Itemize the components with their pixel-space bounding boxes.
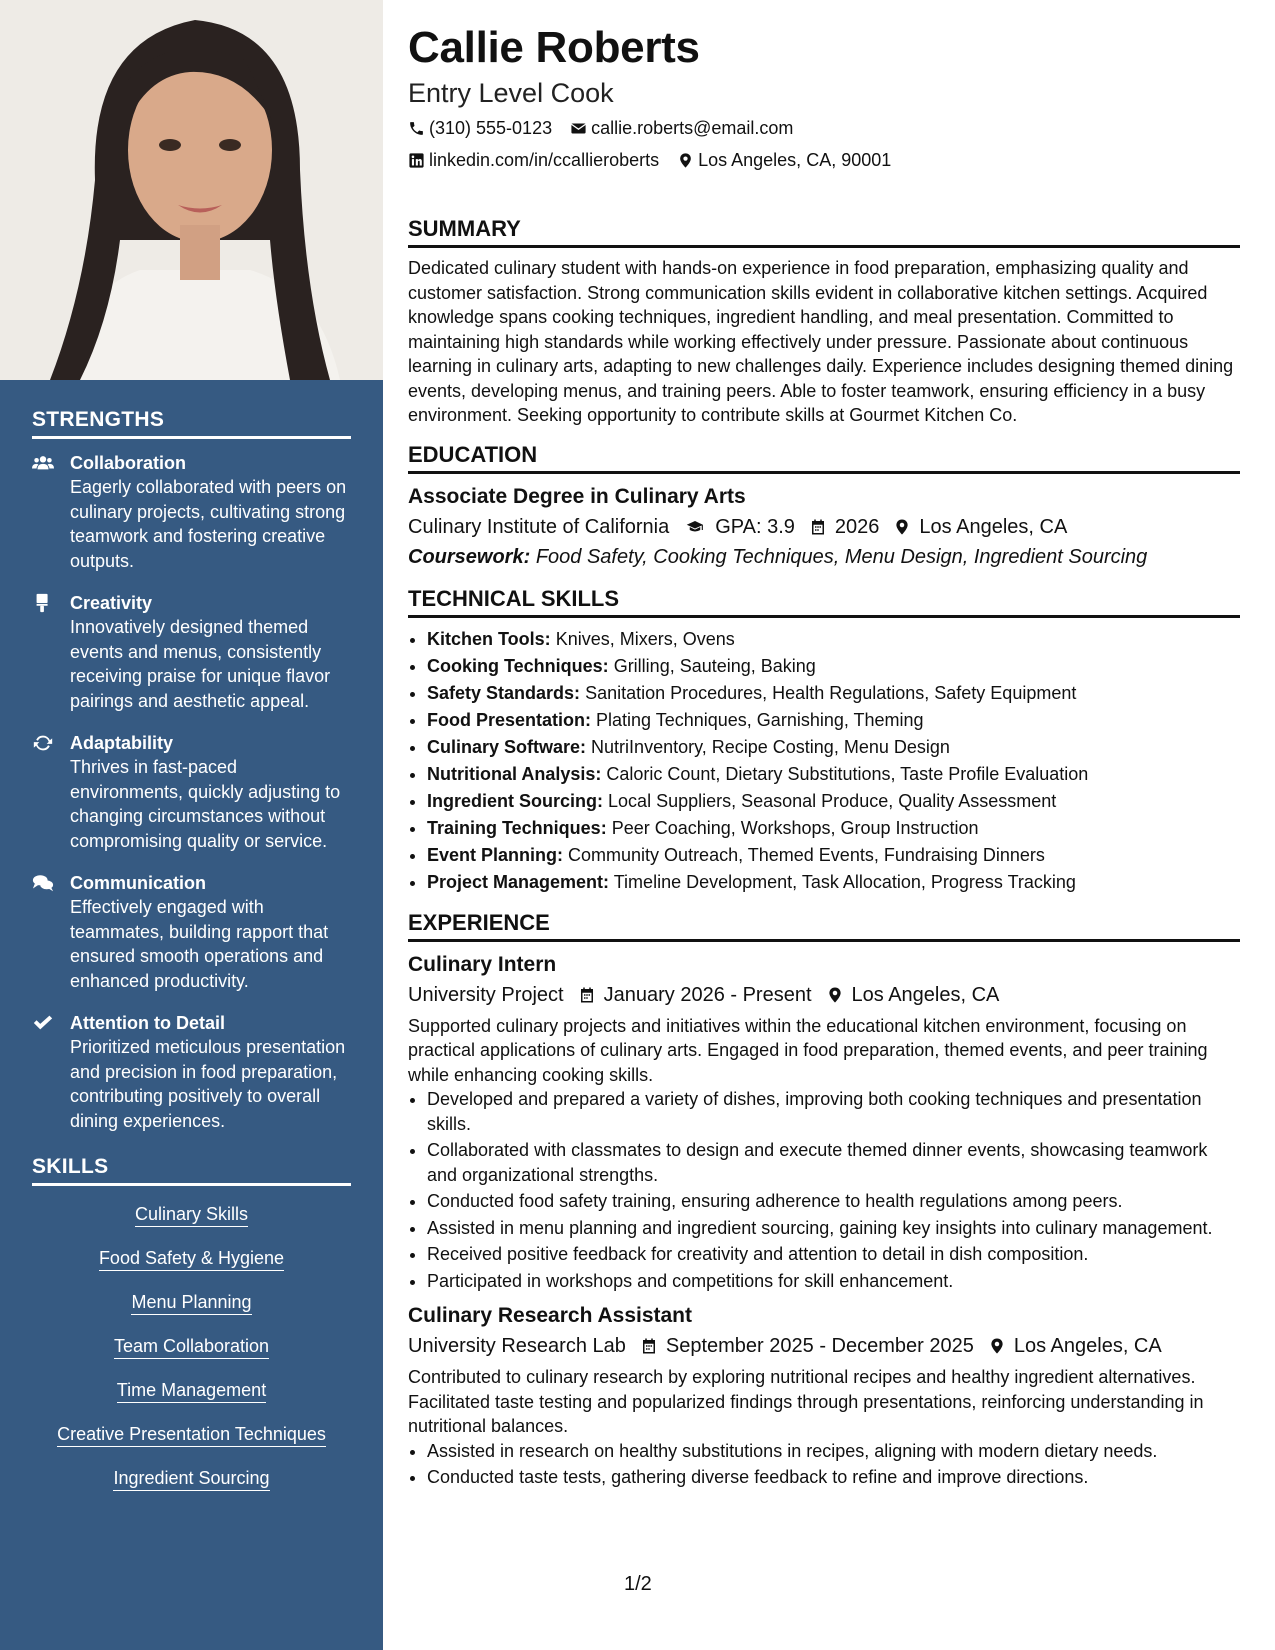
summary-text: Dedicated culinary student with hands-on experience in food preparation, emphasizing quality and customer satisfaction. Strong communication skills evident in collaborative kitchen settings. Acquired knowledge spans cooking techniques, ingredient handling, and meal presentation. Committed to maintaining high standards while working effectively under pressure. Passionate about continuous learning in culinary arts, adapting to new challenges daily. Experience includes designing themed dining events, developing menus, and training peers. Able to foster teamwork, ensuring efficiency in a busy environment. Seeking opportunity to contribute skills at Gourmet Kitchen Co. (408, 258, 1234, 425)
strength-title: Communication (70, 873, 207, 893)
education-heading: EDUCATION (408, 442, 1240, 474)
envelope-icon (570, 120, 587, 137)
summary-heading: SUMMARY (408, 216, 1240, 248)
skill-list (32, 1198, 351, 1510)
strength-title: Attention to Detail (70, 1013, 225, 1033)
strength-desc: Prioritized meticulous presentation and precision in food preparation, contributing positively to overall dining experiences. (70, 1037, 346, 1131)
list-item: • Safety Standards: Sanitation Procedures, Health Regulations, Safety Equipment (427, 680, 1240, 707)
strength-item (32, 591, 351, 713)
location-text: Los Angeles, CA, 90001 (698, 150, 892, 170)
job-entry (408, 950, 1240, 1294)
job-summary: Contributed to culinary research by exploring nutritional recipes and healthy ingredient alternatives. Facilitated taste testing and popularized findings through presentations, reinforcing understanding in nutritional balances. (408, 1367, 1204, 1436)
job-summary: Supported culinary projects and initiatives within the educational kitchen environment, focusing on practical applications of culinary arts. Engaged in food preparation, themed events, and peer training while enhancing cooking skills. (408, 1015, 1208, 1085)
list-item: • Cooking Techniques: Grilling, Sauteing, Baking (427, 653, 1240, 680)
job-bullets (408, 1439, 1240, 1490)
job-bullets (408, 1087, 1240, 1293)
list-item: • Participated in workshops and competitions for skill enhancement. (427, 1269, 1240, 1294)
list-item: • Assisted in menu planning and ingredient sourcing, gaining key insights into culinary management. (427, 1216, 1240, 1241)
map-marker-icon (988, 1337, 1006, 1355)
technical-skills-section (408, 586, 1240, 896)
job-location: Los Angeles, CA (851, 983, 1000, 1006)
coursework-label: Coursework: (408, 545, 531, 568)
candidate-role: Entry Level Cook (408, 78, 614, 108)
phone-icon (408, 120, 425, 137)
strength-desc: Innovatively designed themed events and menus, consistently receiving praise for unique flavor pairings and aesthetic appeal. (70, 617, 331, 711)
map-marker-icon (893, 518, 911, 536)
list-item: • Training Techniques: Peer Coaching, Workshops, Group Instruction (427, 815, 1240, 842)
linkedin-link[interactable]: linkedin.com/in/ccallieroberts (429, 150, 660, 170)
degree-title: Associate Degree in Culinary Arts (408, 484, 746, 508)
job-org: University Project (408, 983, 564, 1006)
map-marker-icon (826, 986, 844, 1004)
chat-icon (32, 871, 70, 993)
skill-item: Culinary Skills (135, 1202, 248, 1227)
users-icon (32, 451, 70, 573)
strength-item (32, 731, 351, 853)
experience-heading: EXPERIENCE (408, 910, 1240, 942)
list-item: • Developed and prepared a variety of dishes, improving both cooking techniques and presentation skills. (427, 1087, 1240, 1136)
coursework (408, 542, 1240, 572)
job-title: Culinary Intern (408, 952, 557, 976)
list-item: • Project Management: Timeline Development, Task Allocation, Progress Tracking (427, 869, 1240, 896)
job-entry (408, 1301, 1240, 1490)
job-org: University Research Lab (408, 1335, 626, 1357)
list-item: • Assisted in research on healthy substitutions in recipes, aligning with modern dietary needs. (427, 1439, 1240, 1464)
list-item: • Conducted food safety training, ensuring adherence to health regulations among peers. (427, 1189, 1240, 1214)
main-content (408, 20, 1240, 1492)
job-meta (408, 1331, 1240, 1361)
map-marker-icon (677, 152, 694, 169)
phone-text: (310) 555-0123 (429, 118, 553, 138)
candidate-name: Callie Roberts (408, 23, 700, 72)
strengths-heading: STRENGTHS (32, 408, 351, 439)
sync-icon (32, 731, 70, 853)
education-section (408, 442, 1240, 572)
paint-brush-icon (32, 591, 70, 713)
school-name: Culinary Institute of California (408, 515, 670, 538)
list-item: • Received positive feedback for creativity and attention to detail in dish composition. (427, 1242, 1240, 1267)
coursework-list: Food Safety, Cooking Techniques, Menu Design, Ingredient Sourcing (535, 545, 1148, 568)
skill-item: Menu Planning (131, 1290, 251, 1315)
summary-section (408, 216, 1240, 428)
graduation-year: 2026 (834, 515, 880, 538)
graduation-cap-icon (683, 518, 707, 536)
skill-item: Time Management (117, 1378, 266, 1403)
strength-item (32, 871, 351, 993)
check-icon (32, 1011, 70, 1133)
strength-desc: Effectively engaged with teammates, building rapport that ensured smooth operations and enhanced productivity. (70, 897, 329, 991)
calendar-icon (809, 518, 827, 536)
list-item: • Collaborated with classmates to design and execute themed dinner events, showcasing teamwork and organizational strengths. (427, 1138, 1240, 1187)
skill-item: Ingredient Sourcing (113, 1466, 269, 1491)
list-item: • Kitchen Tools: Knives, Mixers, Ovens (427, 626, 1240, 653)
strength-title: Adaptability (70, 733, 174, 753)
contact-row (408, 112, 1240, 144)
skill-item: Team Collaboration (114, 1334, 269, 1359)
technical-skills-heading: TECHNICAL SKILLS (408, 586, 1240, 618)
education-location: Los Angeles, CA (919, 515, 1068, 538)
experience-section (408, 910, 1240, 1490)
job-dates: September 2025 - December 2025 (665, 1335, 974, 1357)
contact-row (408, 144, 1240, 176)
email-link[interactable]: callie.roberts@email.com (591, 118, 794, 138)
strength-desc: Thrives in fast-paced environments, quickly adjusting to changing circumstances without compromising quality or service. (70, 757, 341, 851)
job-meta (408, 980, 1240, 1010)
strength-title: Collaboration (70, 453, 186, 473)
list-item: • Culinary Software: NutriInventory, Recipe Costing, Menu Design (427, 734, 1240, 761)
gpa-text: GPA: 3.9 (715, 515, 795, 538)
job-title: Culinary Research Assistant (408, 1304, 693, 1327)
list-item: • Nutritional Analysis: Caloric Count, Dietary Substitutions, Taste Profile Evaluation (427, 761, 1240, 788)
skill-item: Creative Presentation Techniques (57, 1422, 326, 1447)
list-item: • Food Presentation: Plating Techniques, Garnishing, Theming (427, 707, 1240, 734)
calendar-icon (640, 1337, 658, 1355)
sidebar (0, 0, 383, 1650)
skill-item: Food Safety & Hygiene (99, 1246, 284, 1271)
calendar-icon (578, 986, 596, 1004)
list-item: • Ingredient Sourcing: Local Suppliers, Seasonal Produce, Quality Assessment (427, 788, 1240, 815)
page-number: 1/2 (624, 1573, 652, 1595)
strength-title: Creativity (70, 593, 153, 613)
list-item: • Event Planning: Community Outreach, Themed Events, Fundraising Dinners (427, 842, 1240, 869)
job-location: Los Angeles, CA (1013, 1335, 1162, 1357)
skills-heading: SKILLS (32, 1155, 351, 1186)
list-item: • Conducted taste tests, gathering diverse feedback to refine and improve directions. (427, 1465, 1240, 1490)
linkedin-icon (408, 152, 425, 169)
strength-desc: Eagerly collaborated with peers on culinary projects, cultivating strong teamwork and fostering creative outputs. (70, 477, 347, 571)
education-meta (408, 512, 1240, 542)
strength-item (32, 451, 351, 573)
strength-item (32, 1011, 351, 1133)
technical-skills-list (408, 626, 1240, 896)
job-dates: January 2026 - Present (603, 983, 812, 1006)
profile-photo (0, 0, 383, 380)
